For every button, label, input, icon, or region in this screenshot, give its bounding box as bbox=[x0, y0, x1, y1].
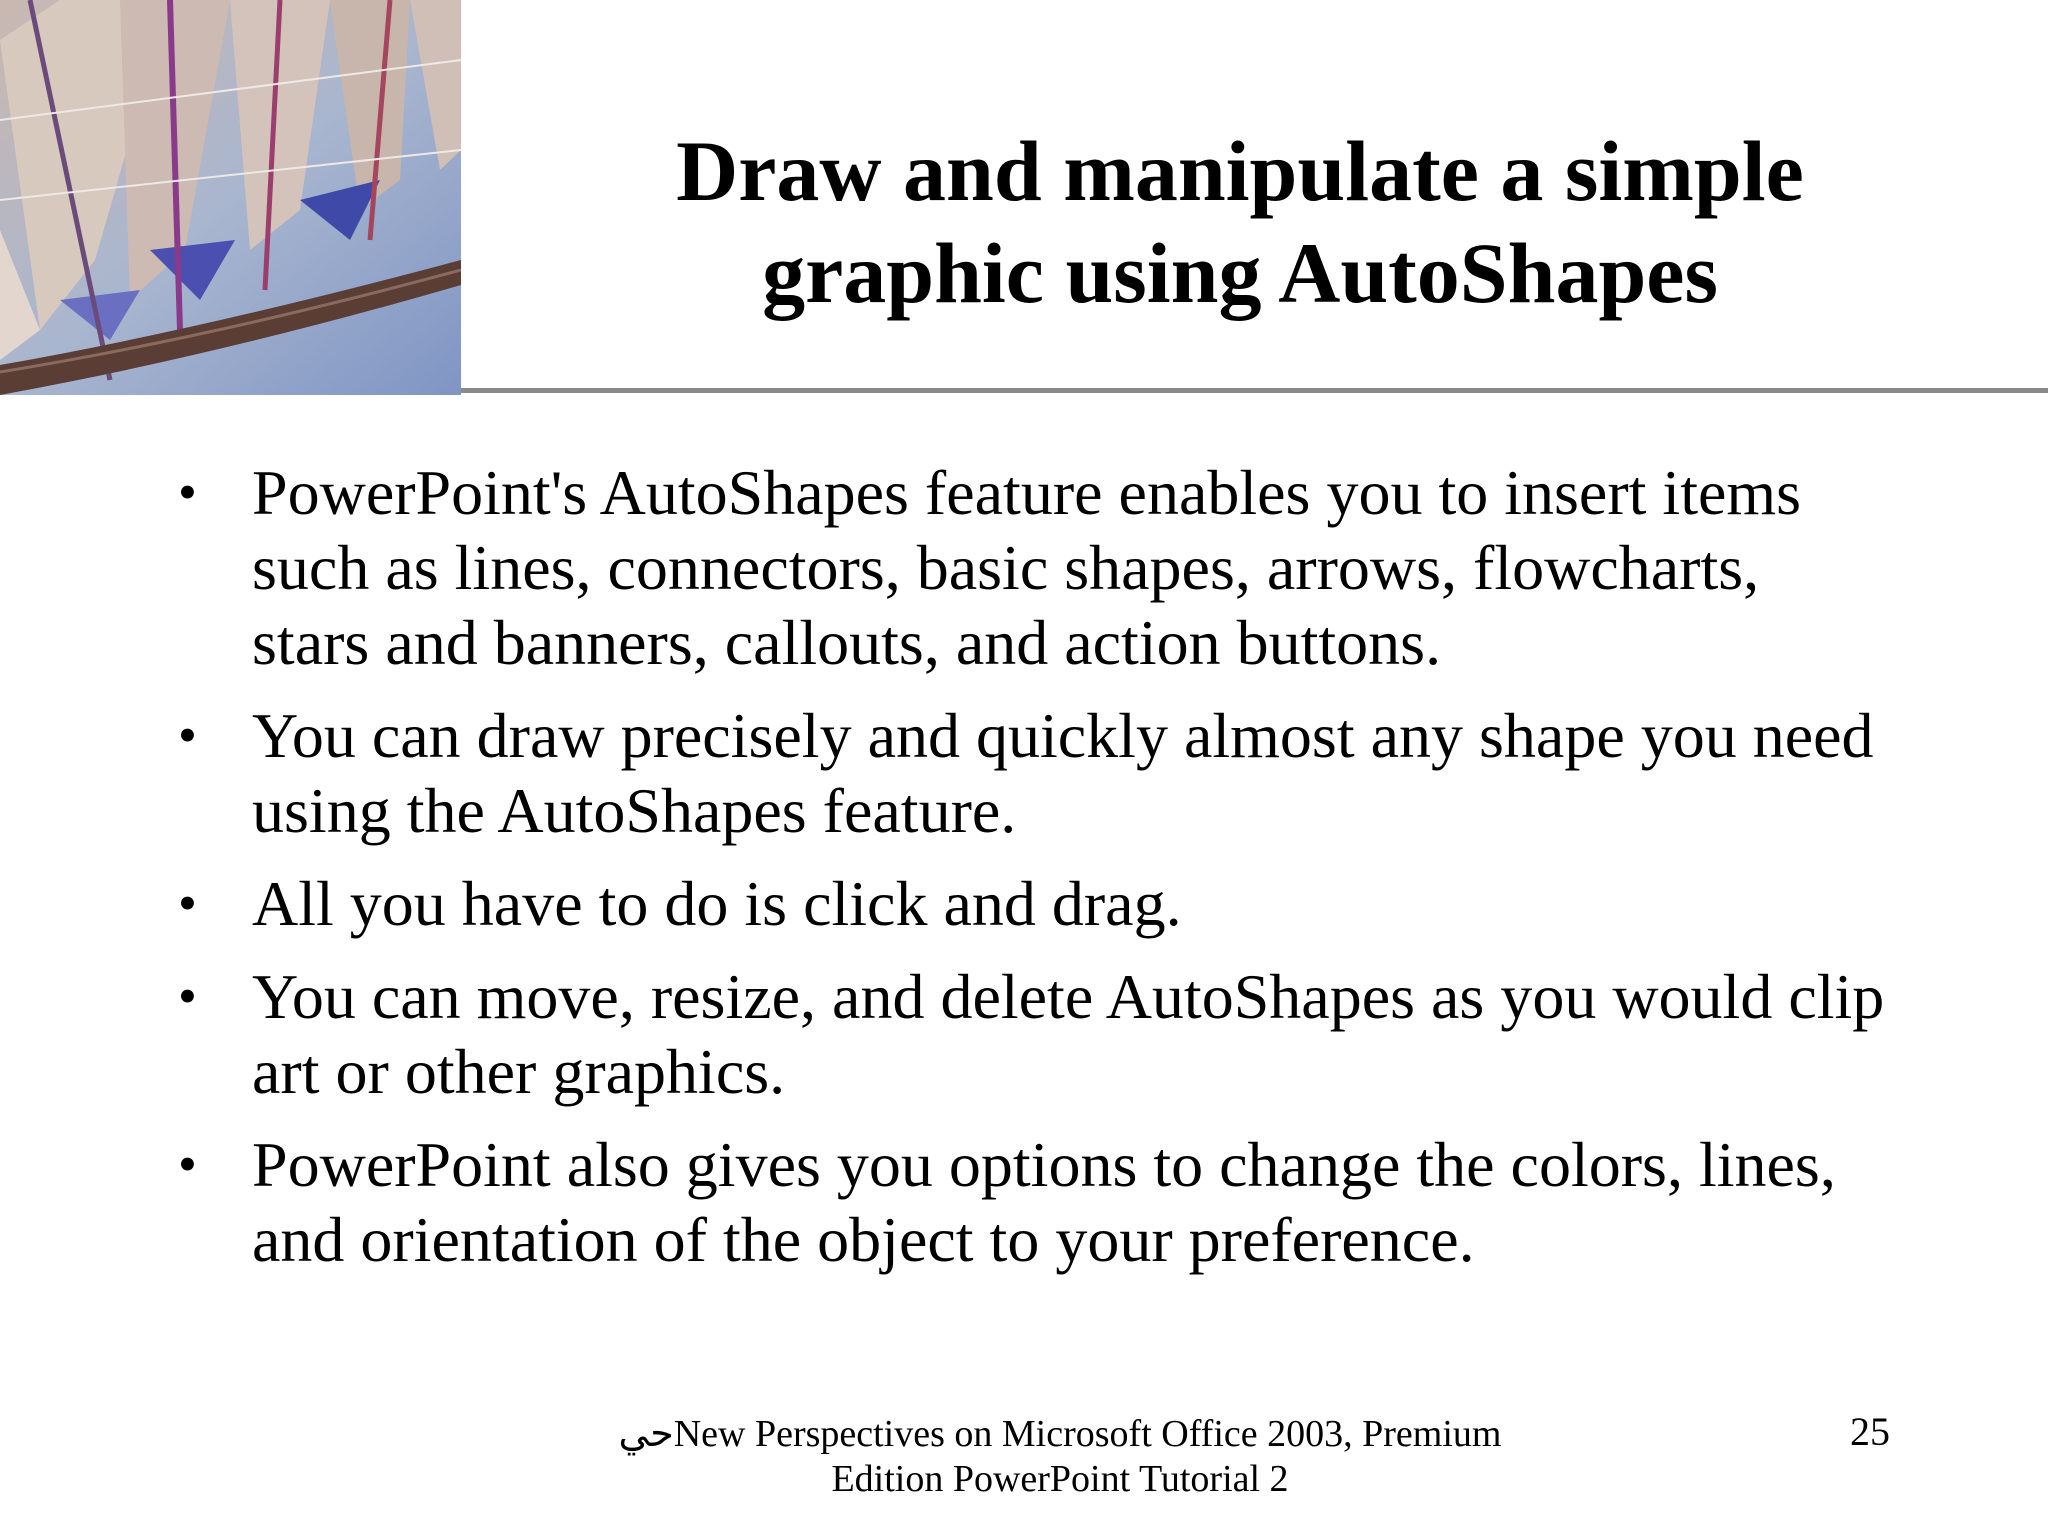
bullet-list bbox=[170, 455, 1890, 1295]
slide-number: 25 bbox=[1850, 1409, 1890, 1454]
slide-title-line-1: Draw and manipulate a simple bbox=[676, 123, 1804, 219]
bullet-item bbox=[170, 959, 1890, 1109]
bullet-text: You can draw precisely and quickly almost any shape you need using the AutoShapes feature. bbox=[252, 700, 1874, 846]
title-divider-line bbox=[461, 388, 2048, 393]
bullet-item bbox=[170, 455, 1890, 680]
bullet-item bbox=[170, 1127, 1890, 1277]
bullet-dot: • bbox=[178, 462, 197, 522]
bullet-text: All you have to do is click and drag. bbox=[252, 868, 1182, 939]
bullet-item bbox=[170, 866, 1890, 941]
bullet-item bbox=[170, 698, 1890, 848]
bullet-text: PowerPoint's AutoShapes feature enables you to insert items such as lines, connectors, basic shapes, arrows, flowcharts, stars and banners, callouts, and action buttons. bbox=[252, 457, 1802, 678]
bullet-dot: • bbox=[178, 873, 197, 933]
slide-footer bbox=[560, 1412, 1560, 1502]
footer-line-1: حيNew Perspectives on Microsoft Office 2003, Premium bbox=[618, 1413, 1502, 1455]
slide-title-line-2: graphic using AutoShapes bbox=[762, 225, 1718, 321]
bullet-text: PowerPoint also gives you options to change the colors, lines, and orientation of the object to your preference. bbox=[252, 1129, 1836, 1275]
bullet-text: You can move, resize, and delete AutoShapes as you would clip art or other graphics. bbox=[252, 961, 1885, 1107]
slide-title bbox=[500, 120, 1980, 324]
bullet-dot: • bbox=[178, 1134, 197, 1194]
footer-line-2: Edition PowerPoint Tutorial 2 bbox=[831, 1458, 1289, 1500]
corner-photo-sails bbox=[0, 0, 461, 395]
bullet-dot: • bbox=[178, 966, 197, 1026]
bullet-dot: • bbox=[178, 705, 197, 765]
